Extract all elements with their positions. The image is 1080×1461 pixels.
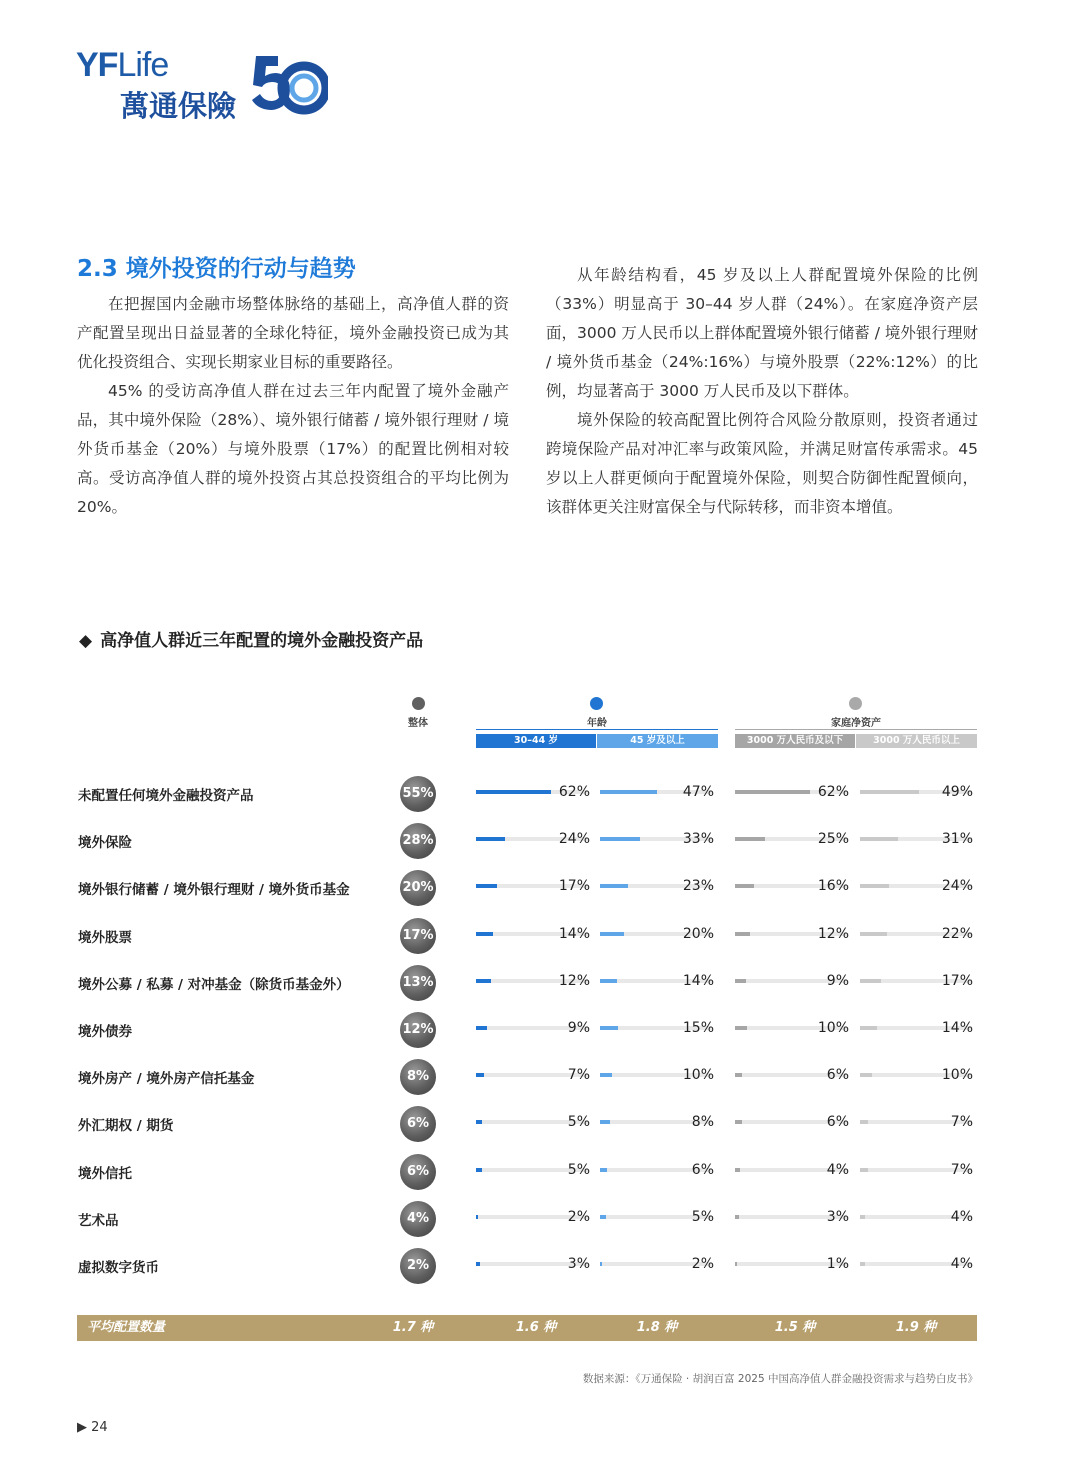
bar-fill (600, 1215, 606, 1219)
anniversary-50-emblem (248, 50, 328, 120)
bar-fill (600, 837, 640, 841)
bar-fill (860, 1215, 865, 1219)
row-label: 境外银行储蓄 / 境外银行理财 / 境外货币基金 (78, 882, 350, 899)
bar-value-label: 17% (558, 878, 590, 895)
paragraph: 从年龄结构看，45 岁及以上人群配置境外保险的比例（33%）明显高于 30–44 岁人群（24%）。在家庭净资产层面，3000 万人民币以上群体配置境外银行储蓄 / 境外银行理财 / 境外货币基金（24%:16%）与境外股票（22%:12%）的比例，均显著高于 3000 万人民币及以下群体。 (546, 266, 978, 400)
tab-age-45-plus: 45 岁及以上 (597, 734, 718, 748)
bar-fill (860, 884, 889, 888)
average-label: 平均配置数量 (87, 1320, 166, 1335)
bar-value-label: 7% (950, 1114, 973, 1131)
bar-fill (735, 1120, 742, 1124)
bar-value-label: 2% (691, 1256, 714, 1272)
bar-fill (600, 1262, 602, 1266)
bar-value-label: 7% (950, 1161, 973, 1178)
diamond-icon: ◆ (79, 631, 93, 651)
bar-fill (476, 1026, 487, 1030)
bar-fill (476, 1262, 480, 1266)
bar-fill (860, 1073, 872, 1077)
row-label: 境外房产 / 境外房产信托基金 (78, 1071, 255, 1088)
overall-value-circle: 17% (400, 918, 436, 954)
bar-fill (735, 979, 746, 983)
bar-fill (600, 884, 628, 888)
bar-value-label: 4% (826, 1161, 849, 1178)
bar-fill (600, 790, 657, 794)
brand-name-en: YFLife (76, 46, 169, 84)
tab-age-30-44: 30–44 岁 (476, 734, 596, 748)
bar-value-label: 47% (682, 784, 714, 800)
row-label: 境外公募 / 私募 / 对冲基金（除货币基金外） (78, 976, 350, 993)
bar-value-label: 7% (567, 1067, 590, 1084)
bar-fill (600, 1073, 612, 1077)
average-age-45-plus: 1.8 种 (636, 1320, 678, 1335)
overall-value-circle: 6% (400, 1106, 436, 1142)
bar-value-label: 2% (567, 1208, 590, 1225)
bar-fill (735, 837, 765, 841)
bar-fill (860, 1168, 868, 1172)
overall-value-circle: 4% (400, 1201, 436, 1237)
overall-dot-icon (412, 697, 425, 710)
bar-value-label: 49% (941, 784, 973, 800)
bar-value-label: 10% (941, 1067, 973, 1084)
bar-value-label: 3% (826, 1208, 849, 1225)
row-label: 外汇期权 / 期货 (78, 1118, 174, 1135)
average-overall: 1.7 种 (392, 1320, 434, 1335)
average-assets-low: 1.5 种 (774, 1320, 816, 1335)
bar-fill (860, 1026, 877, 1030)
bar-fill (860, 1120, 868, 1124)
bar-value-label: 1% (826, 1256, 849, 1272)
overall-value-circle: 13% (400, 965, 436, 1001)
bar-value-label: 17% (941, 972, 973, 989)
bar-value-label: 6% (826, 1067, 849, 1084)
bar-value-label: 25% (817, 831, 849, 848)
age-dot-icon (590, 697, 603, 710)
bar-fill (476, 1215, 478, 1219)
overall-value-circle: 28% (400, 823, 436, 859)
paragraph: 45% 的受访高净值人群在过去三年内配置了境外金融产品，其中境外保险（28%）、境外银行储蓄 / 境外银行理财 / 境外货币基金（20%）与境外股票（17%）的配置比例相对较高。受访高净值人群的境外投资占其总投资组合的平均比例为 20%。 (77, 382, 509, 516)
bar-value-label: 10% (682, 1067, 714, 1084)
bar-fill (735, 1168, 740, 1172)
bar-fill (476, 979, 491, 983)
bar-fill (735, 932, 750, 936)
row-label: 境外债券 (78, 1024, 132, 1040)
row-label: 境外保险 (78, 835, 132, 852)
bar-fill (735, 1262, 737, 1266)
bar-fill (600, 1026, 618, 1030)
bar-value-label: 12% (817, 925, 849, 942)
row-label: 艺术品 (78, 1212, 119, 1229)
row-label: 境外信托 (78, 1165, 132, 1182)
bar-value-label: 62% (817, 784, 849, 800)
header-assets-line (735, 729, 977, 730)
bar-value-label: 23% (682, 878, 714, 895)
bar-fill (860, 837, 898, 841)
header-age-line (476, 729, 718, 730)
bar-fill (476, 1168, 482, 1172)
chart-title: ◆ 高净值人群近三年配置的境外金融投资产品 (79, 631, 424, 651)
bar-value-label: 20% (682, 925, 714, 942)
bar-value-label: 31% (941, 831, 973, 848)
header-age: 年龄 (587, 718, 607, 729)
bar-fill (735, 1026, 747, 1030)
bar-value-label: 24% (941, 878, 973, 895)
bar-fill (600, 1168, 607, 1172)
bar-value-label: 22% (941, 925, 973, 942)
bar-value-label: 14% (558, 925, 590, 942)
bar-value-label: 5% (567, 1161, 590, 1178)
bar-fill (476, 932, 493, 936)
bar-value-label: 5% (691, 1208, 714, 1225)
bar-value-label: 16% (817, 878, 849, 895)
bar-value-label: 5% (567, 1114, 590, 1131)
bar-fill (476, 837, 505, 841)
header-overall: 整体 (408, 718, 428, 729)
bar-value-label: 4% (950, 1256, 973, 1272)
row-label: 未配置任何境外金融投资产品 (78, 788, 254, 804)
bar-value-label: 15% (682, 1020, 714, 1036)
bar-fill (735, 1215, 739, 1219)
overall-value-circle: 20% (400, 870, 436, 906)
bar-value-label: 9% (567, 1020, 590, 1036)
bar-value-label: 14% (941, 1020, 973, 1036)
bar-fill (860, 1262, 865, 1266)
bar-fill (735, 1073, 742, 1077)
bar-fill (735, 884, 754, 888)
bar-value-label: 33% (682, 831, 714, 848)
row-label: 境外股票 (78, 929, 132, 946)
bar-fill (476, 790, 551, 794)
text-column-right (546, 261, 978, 522)
average-age-30-44: 1.6 种 (515, 1320, 557, 1335)
text-column-left (77, 252, 509, 522)
bar-value-label: 24% (558, 831, 590, 848)
bar-fill (600, 932, 624, 936)
overall-value-circle: 12% (400, 1012, 436, 1048)
data-source-note: 数据来源：《万通保险 · 胡润百富 2025 中国高净值人群金融投资需求与趋势白皮书》 (582, 1373, 978, 1385)
bar-value-label: 9% (826, 972, 849, 989)
overall-value-circle: 55% (400, 776, 436, 812)
bar-value-label: 12% (558, 972, 590, 989)
assets-dot-icon (849, 697, 862, 710)
row-label: 虚拟数字货币 (78, 1260, 159, 1276)
page-number: ▶ 24 (77, 1420, 108, 1435)
bar-fill (476, 1073, 484, 1077)
bar-fill (476, 884, 497, 888)
bar-fill (860, 932, 887, 936)
bar-value-label: 6% (826, 1114, 849, 1131)
bar-fill (476, 1120, 482, 1124)
bar-fill (600, 1120, 610, 1124)
bar-value-label: 6% (691, 1161, 714, 1178)
bar-value-label: 8% (691, 1114, 714, 1131)
average-count-bar (77, 1315, 977, 1341)
average-assets-high: 1.9 种 (895, 1320, 937, 1335)
overall-value-circle: 8% (400, 1059, 436, 1095)
tab-assets-low: 3000 万人民币及以下 (735, 734, 855, 748)
bar-fill (860, 790, 919, 794)
bar-value-label: 62% (558, 784, 590, 800)
bar-value-label: 3% (567, 1256, 590, 1272)
paragraph: 在把握国内金融市场整体脉络的基础上，高净值人群的资产配置呈现出日益显著的全球化特征，境外金融投资已成为其优化投资组合、实现长期家业目标的重要路径。 (77, 295, 509, 371)
bar-fill (600, 979, 617, 983)
bar-fill (735, 790, 810, 794)
tab-assets-high: 3000 万人民币以上 (856, 734, 977, 748)
paragraph: 境外保险的较高配置比例符合风险分散原则，投资者通过跨境保险产品对冲汇率与政策风险，并满足财富传承需求。45 岁以上人群更倾向于配置境外保险，则契合防御性配置倾向，该群体更关注财富保全与代际转移，而非资本增值。 (546, 411, 978, 516)
bar-value-label: 4% (950, 1208, 973, 1225)
brand-name-zh: 萬通保險 (120, 89, 237, 123)
bar-fill (860, 979, 881, 983)
overall-value-circle: 6% (400, 1154, 436, 1190)
bar-value-label: 14% (682, 972, 714, 989)
section-title: 2.3 境外投资的行动与趋势 (77, 256, 356, 282)
header-assets: 家庭净资产 (831, 718, 881, 729)
overall-value-circle: 2% (400, 1248, 436, 1284)
bar-value-label: 10% (817, 1020, 849, 1036)
